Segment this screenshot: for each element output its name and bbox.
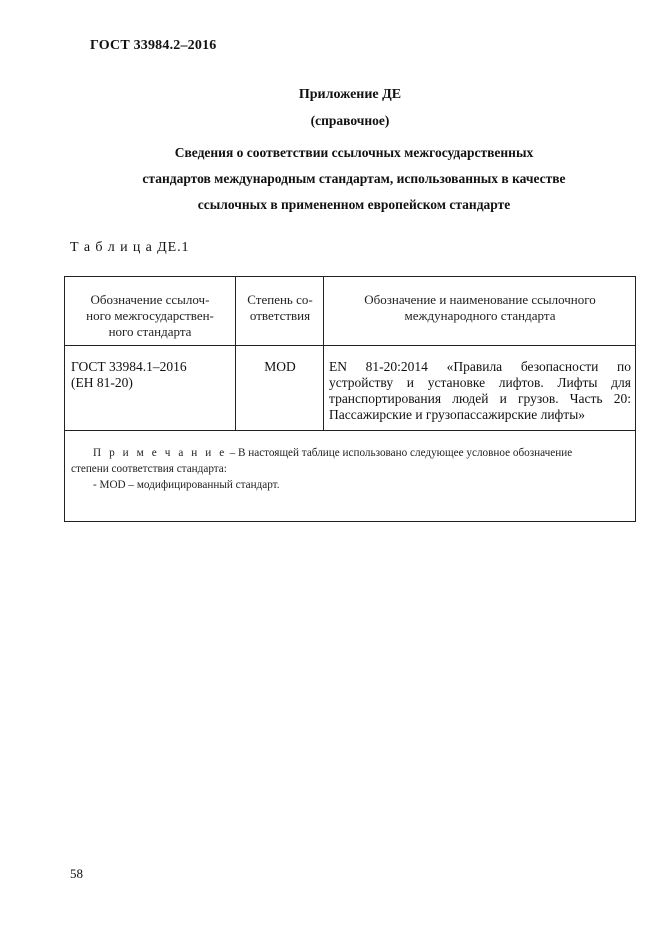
table-note	[71, 445, 629, 493]
designation-line: ГОСТ 33984.1–2016	[71, 359, 187, 374]
document-code: ГОСТ 33984.2–2016	[90, 38, 217, 53]
appendix-description-line: Сведения о соответствии ссылочных межгосударственных	[174, 145, 534, 160]
header-line: Степень со-	[247, 292, 313, 307]
page-number: 58	[70, 866, 83, 881]
header-designation	[67, 292, 233, 340]
header-line: Обозначение ссылоч-	[90, 292, 210, 307]
international-line: транспортирования людей и грузов. Часть 20:	[329, 391, 631, 406]
header-line: Обозначение и наименование ссылочного	[364, 292, 596, 307]
note-text: – В настоящей таблице использовано следующее условное обозначение	[226, 447, 573, 459]
column-divider	[235, 277, 236, 430]
international-line: устройству и установке лифтов. Лифты для	[329, 375, 631, 390]
appendix-description-line: стандартов международным стандартам, использованных в качестве	[142, 171, 566, 186]
note-divider	[65, 430, 635, 431]
note-line: степени соответствия стандарта:	[71, 463, 227, 475]
header-line: ного стандарта	[108, 324, 192, 339]
header-line: ответствия	[249, 308, 311, 323]
note-line: - MOD – модифицированный стандарт.	[93, 479, 280, 491]
appendix-title: Приложение ДЕ	[298, 87, 402, 102]
appendix-subtitle: (справочное)	[310, 113, 390, 128]
header-international	[325, 292, 635, 324]
row-designation	[71, 359, 231, 391]
international-line: Пассажирские и грузопассажирские лифты»	[329, 407, 586, 422]
header-divider	[65, 345, 635, 346]
row-degree: MOD	[264, 359, 296, 374]
international-line: EN 81-20:2014 «Правила безопасности по	[329, 359, 631, 374]
header-line: ного межгосударствен-	[86, 308, 214, 323]
note-line	[71, 445, 629, 461]
designation-line: (ЕН 81-20)	[71, 375, 133, 390]
header-degree	[237, 292, 323, 324]
appendix-description-line: ссылочных в примененном европейском стандарте	[197, 197, 511, 212]
column-divider	[323, 277, 324, 430]
correspondence-table	[64, 276, 636, 522]
header-line: международного стандарта	[404, 308, 556, 323]
note-label: П р и м е ч а н и е	[93, 447, 227, 459]
table-caption: Т а б л и ц а ДЕ.1	[70, 240, 190, 255]
row-international	[329, 359, 631, 423]
appendix-description	[80, 140, 628, 218]
